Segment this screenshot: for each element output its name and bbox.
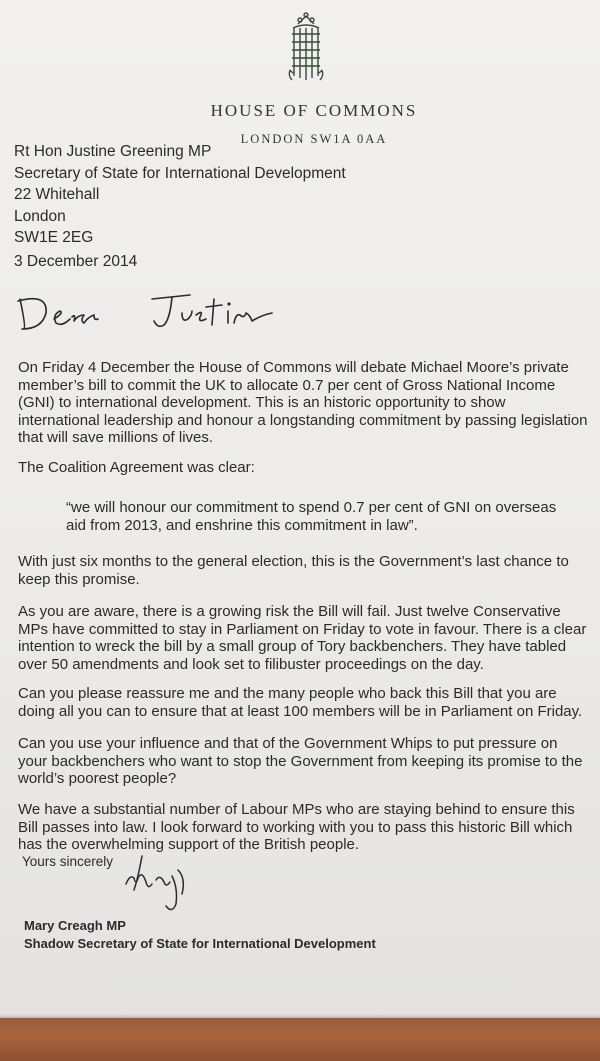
recipient-title: Secretary of State for International Development bbox=[14, 164, 346, 182]
recipient-postcode: SW1E 2EG bbox=[14, 229, 94, 246]
letter-date: 3 December 2014 bbox=[14, 253, 138, 270]
closing-text: Yours sincerely bbox=[22, 854, 114, 869]
handwritten-signature bbox=[116, 848, 196, 920]
paragraph-election: With just six months to the general election, this is the Government’s last chance to keep this promise. bbox=[18, 553, 569, 588]
recipient-street: 22 Whitehall bbox=[14, 186, 100, 203]
wooden-desk bbox=[0, 1018, 600, 1061]
paragraph-risk: As you are aware, there is a growing risk the Bill will fail. Just twelve Conservative MPs have committed to stay in Parliament on Friday to vote in favour. There is a clear intention to wreck the bill by a small group of Tory backbenchers. They have tabled over 50 amendments and look set to filibuster proceedings on the day. bbox=[18, 603, 587, 673]
coalition-quote: “we will honour our commitment to spend 0.7 per cent of GNI on overseas aid from 2013, and enshrine this commitment in law”. bbox=[66, 499, 557, 534]
paragraph-reassure: Can you please reassure me and the many people who back this Bill that you are doing all you can to ensure that at least 100 members will be in Parliament on Friday. bbox=[18, 685, 583, 720]
paragraph-coalition: The Coalition Agreement was clear: bbox=[18, 459, 255, 476]
sender-name: Mary Creagh MP bbox=[24, 918, 126, 933]
letterhead-location: LONDON SW1A 0AA bbox=[240, 132, 388, 146]
portcullis-crest-icon bbox=[286, 12, 326, 84]
handwritten-salutation bbox=[14, 285, 284, 335]
sender-block bbox=[24, 917, 376, 953]
paragraph-whips: Can you use your influence and that of the Government Whips to put pressure on your backbenchers who want to stop the Government from keeping its promise to the world’s poorest people? bbox=[18, 735, 583, 787]
paragraph-labour: We have a substantial number of Labour MPs who are staying behind to ensure this Bill passes into law. I look forward to working with you to pass this historic Bill which has the overwhelming support of the British people. bbox=[18, 801, 575, 853]
sender-title: Shadow Secretary of State for International Development bbox=[24, 936, 376, 951]
recipient-name: Rt Hon Justine Greening MP bbox=[14, 143, 212, 160]
paragraph-debate: On Friday 4 December the House of Commons will debate Michael Moore’s private member’s bill to commit the UK to allocate 0.7 per cent of Gross National Income (GNI) to international development. This is an historic opportunity to show international leadership and honour a longstanding commitment by passing legislation that will save millions of lives. bbox=[18, 359, 588, 446]
letterhead-house-name: HOUSE OF COMMONS bbox=[210, 101, 418, 120]
recipient-address bbox=[14, 141, 346, 249]
recipient-city: London bbox=[14, 207, 66, 225]
